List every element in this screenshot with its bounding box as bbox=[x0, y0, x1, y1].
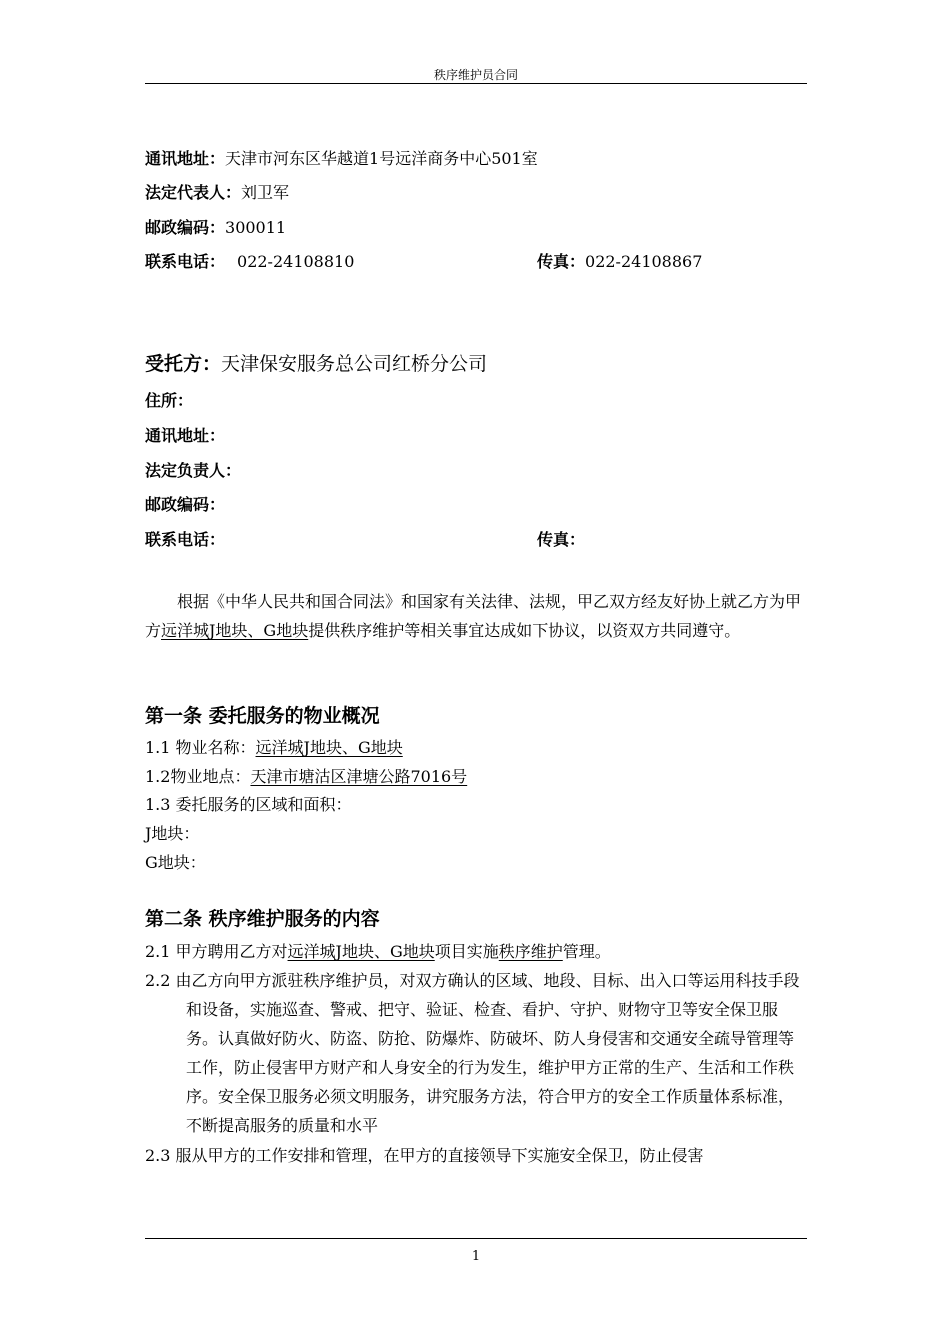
article-1-j-block: J地块： bbox=[145, 824, 200, 843]
item-label: 1.1 物业名称： bbox=[145, 738, 256, 757]
item-text-b: 项目实施 bbox=[434, 942, 499, 961]
address-label: 通讯地址： bbox=[145, 426, 226, 445]
party-b-fax bbox=[537, 530, 585, 550]
item-value: 天津市塘沽区津塘公路7016号 bbox=[250, 767, 468, 786]
party-b-rep bbox=[145, 461, 241, 481]
article-2-item-3: 2.3 服从甲方的工作安排和管理，在甲方的直接领导下实施安全保卫，防止侵害 bbox=[145, 1146, 704, 1165]
fax-label: 传真： bbox=[537, 252, 586, 271]
header-rule bbox=[145, 83, 807, 84]
intro-underlined-location: 远洋城J地块、G地块 bbox=[161, 621, 309, 640]
phone-label: 联系电话： bbox=[145, 252, 226, 271]
item-text-c: 管理。 bbox=[562, 942, 611, 961]
address-label: 通讯地址： bbox=[145, 149, 226, 168]
party-b-phone bbox=[145, 530, 225, 550]
article-1-item-1 bbox=[145, 738, 403, 758]
article-1-title: 第一条 委托服务的物业概况 bbox=[145, 705, 380, 727]
address-value: 天津市河东区华越道1号远洋商务中心501室 bbox=[225, 149, 538, 168]
party-a-rep bbox=[145, 183, 289, 203]
article-1-item-2 bbox=[145, 767, 467, 787]
rep-label: 法定代表人： bbox=[145, 183, 242, 202]
post-label: 邮政编码： bbox=[145, 495, 226, 514]
intro-text-1: 根据《中华人民共和国合同法》和国家有关法律、法规，甲乙双方经友好协上就乙方为甲方 bbox=[145, 592, 802, 640]
party-a-fax bbox=[537, 252, 702, 272]
article-1-g-block: G地块： bbox=[145, 853, 206, 872]
intro-text-2: 提供秩序维护等相关事宜达成如下协议，以资双方共同遵守。 bbox=[308, 621, 741, 640]
post-label: 邮政编码： bbox=[145, 218, 226, 237]
item-underline-2: 秩序维护 bbox=[498, 942, 563, 961]
fax-value: 022-24108867 bbox=[585, 252, 703, 271]
phone-label: 联系电话： bbox=[145, 530, 226, 549]
party-a-address bbox=[145, 149, 538, 169]
trustee-value: 天津保安服务总公司红桥分公司 bbox=[221, 353, 488, 375]
party-b-address bbox=[145, 426, 225, 446]
article-1-item-3: 1.3 委托服务的区域和面积： bbox=[145, 795, 352, 814]
header-title: 秩序维护员合同 bbox=[433, 68, 518, 82]
party-a-phone bbox=[145, 252, 354, 272]
party-a-post bbox=[145, 218, 286, 238]
rep-value: 刘卫军 bbox=[241, 183, 290, 202]
item-value: 远洋城J地块、G地块 bbox=[255, 738, 403, 757]
page-number: 1 bbox=[471, 1249, 481, 1264]
article-2-item-1 bbox=[145, 942, 611, 962]
party-b-trustee bbox=[145, 354, 487, 375]
party-b-post bbox=[145, 495, 225, 515]
fax-label: 传真： bbox=[537, 530, 586, 549]
residence-label: 住所： bbox=[145, 391, 194, 410]
item-label: 1.2物业地点： bbox=[145, 767, 251, 786]
phone-value: 022-24108810 bbox=[237, 252, 355, 271]
post-value: 300011 bbox=[225, 218, 287, 237]
article-2-item-2: 2.2 由乙方向甲方派驻秩序维护员，对双方确认的区域、地段、目标、出入口等运用科技手段和设备，实施巡查、警戒、把守、验证、检查、看护、守护、财物守卫等安全保卫服务。认真做好防火、防盗、防抢、防爆炸、防破坏、防人身侵害和交通安全疏导管理等工作，防止侵害甲方财产和人身安全的行为发生，维护甲方正常的生产、生活和工作秩序。安全保卫服务必须文明服务，讲究服务方法，符合甲方的安全工作质量体系标准，不断提高服务的质量和水平 bbox=[145, 971, 800, 1135]
trustee-label: 受托方： bbox=[145, 353, 222, 375]
rep-label: 法定负责人： bbox=[145, 461, 242, 480]
article-2-title: 第二条 秩序维护服务的内容 bbox=[145, 908, 380, 930]
item-text-a: 2.1 甲方聘用乙方对 bbox=[145, 942, 288, 961]
party-b-residence bbox=[145, 391, 193, 411]
footer-rule bbox=[145, 1238, 807, 1239]
item-underline-1: 远洋城J地块、G地块 bbox=[287, 942, 435, 961]
intro-paragraph bbox=[145, 587, 807, 645]
